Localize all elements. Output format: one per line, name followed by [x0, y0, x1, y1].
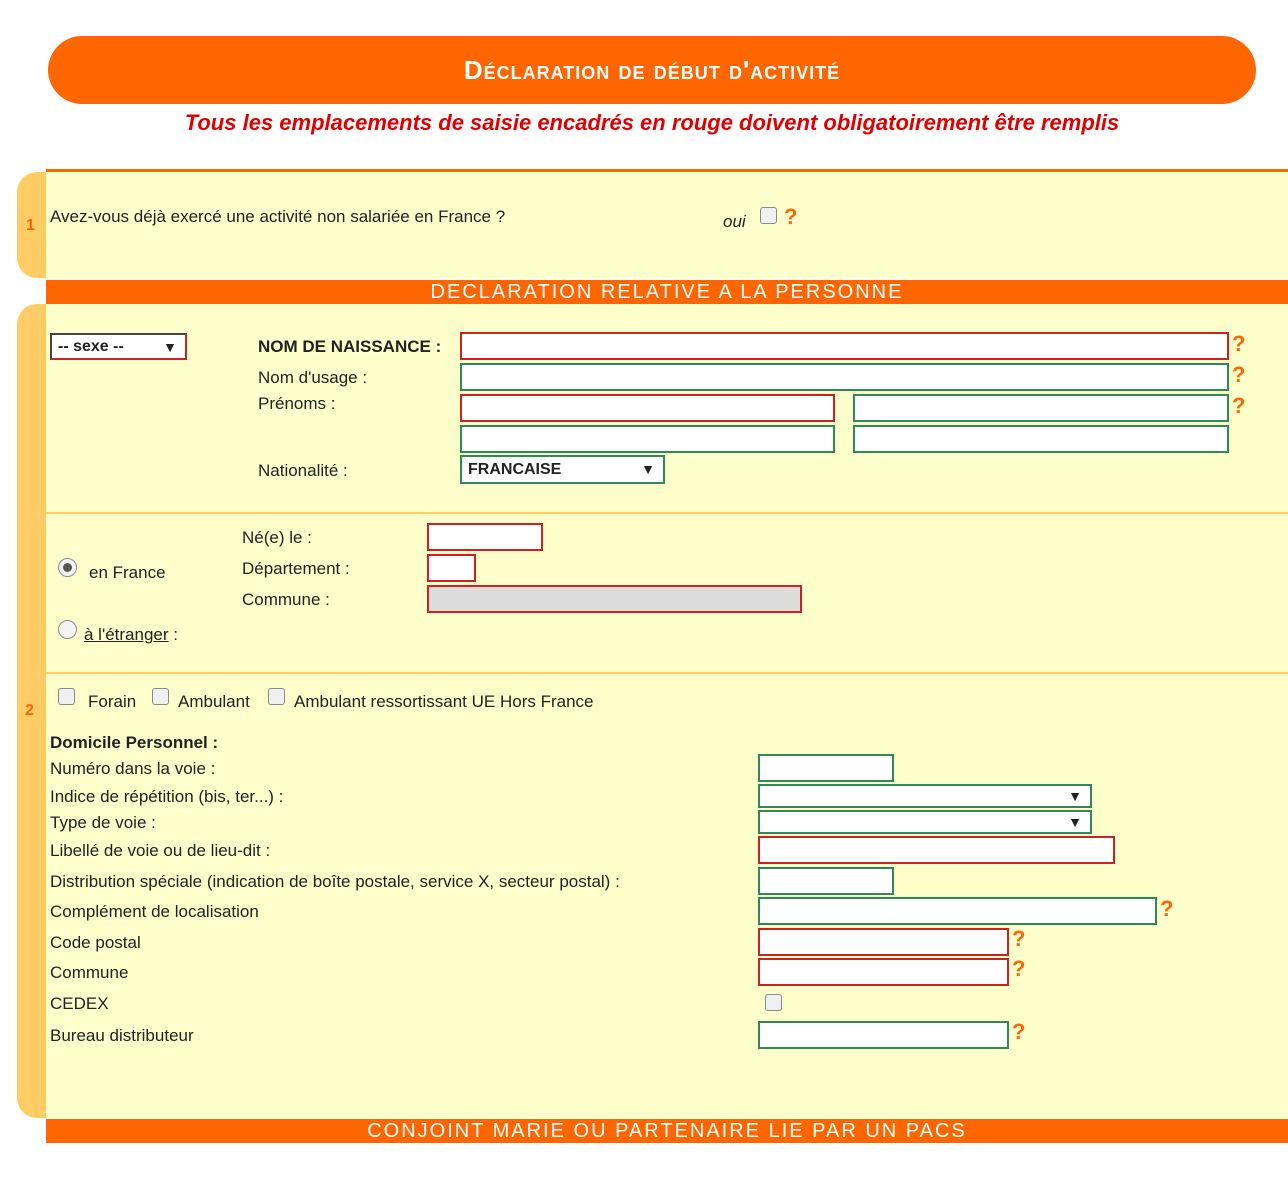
birth-divider: [46, 672, 1288, 674]
nom-usage-label: Nom d'usage :: [258, 368, 368, 387]
nom-naissance-label: NOM DE NAISSANCE :: [258, 337, 442, 356]
distribution-speciale-label: Distribution spéciale (indication de boîte postale, service X, secteur postal) :: [50, 872, 620, 891]
chevron-down-icon: ▼: [1068, 788, 1082, 804]
nationalite-select[interactable]: [460, 455, 665, 484]
type-voie-label: Type de voie :: [50, 813, 156, 832]
libelle-voie-input[interactable]: [758, 836, 1115, 864]
birth-commune-label: Commune :: [242, 590, 330, 609]
sexe-selected-value: -- sexe --: [58, 338, 124, 355]
conjoint-section-bar: CONJOINT MARIE OU PARTENAIRE LIE PAR UN PACS: [46, 1119, 1288, 1143]
personne-section-bar: DECLARATION RELATIVE A LA PERSONNE: [46, 280, 1288, 304]
code-postal-label: Code postal: [50, 933, 141, 952]
prenoms-help-icon[interactable]: ?: [1232, 393, 1246, 418]
identity-divider: [46, 512, 1288, 514]
libelle-voie-label: Libellé de voie ou de lieu-dit :: [50, 841, 271, 860]
departement-label: Département :: [242, 559, 350, 578]
code-postal-help-icon[interactable]: ?: [1012, 926, 1026, 951]
ambulant-label: Ambulant: [178, 692, 250, 711]
birth-date-input[interactable]: [427, 523, 543, 551]
section2-number: 2: [25, 702, 34, 719]
bureau-help-icon[interactable]: ?: [1012, 1019, 1026, 1044]
domicile-commune-label: Commune: [50, 963, 129, 982]
nom-usage-input[interactable]: [460, 363, 1229, 391]
chevron-down-icon: ▼: [1068, 814, 1082, 830]
nationalite-selected-value: FRANCAISE: [468, 461, 562, 478]
nationalite-label: Nationalité :: [258, 461, 348, 480]
bureau-distributeur-label: Bureau distributeur: [50, 1026, 194, 1045]
domicile-title: Domicile Personnel :: [50, 733, 219, 752]
numero-voie-label: Numéro dans la voie :: [50, 759, 216, 778]
prenom-4-input[interactable]: [853, 425, 1229, 453]
prenom-1-input[interactable]: [460, 394, 835, 422]
nom-naissance-input[interactable]: [460, 332, 1229, 360]
cedex-label: CEDEX: [50, 994, 109, 1013]
bureau-distributeur-input[interactable]: [758, 1021, 1009, 1049]
complement-localisation-label: Complément de localisation: [50, 902, 259, 921]
nom-naissance-help-icon[interactable]: ?: [1232, 331, 1246, 356]
domicile-commune-input[interactable]: [758, 958, 1009, 986]
born-in-france-radio[interactable]: [58, 558, 77, 577]
code-postal-input[interactable]: [758, 928, 1009, 956]
commune-help-icon[interactable]: ?: [1012, 956, 1026, 981]
section1-number: 1: [26, 217, 35, 234]
prior-activity-checkbox[interactable]: [760, 207, 777, 224]
section1-top-rule: [46, 169, 1288, 172]
chevron-down-icon: ▼: [641, 461, 655, 477]
sexe-select[interactable]: [50, 333, 187, 360]
born-abroad-colon: :: [168, 625, 178, 644]
nom-usage-help-icon[interactable]: ?: [1232, 362, 1246, 387]
prior-activity-question: Avez-vous déjà exercé une activité non salariée en France ?: [50, 207, 506, 226]
prenoms-label: Prénoms :: [258, 394, 336, 413]
prenom-3-input[interactable]: [460, 425, 835, 453]
birth-departement-input[interactable]: [427, 554, 476, 582]
cedex-checkbox[interactable]: [765, 994, 782, 1011]
numero-voie-input[interactable]: [758, 754, 894, 782]
ne-le-label: Né(e) le :: [242, 528, 312, 547]
forain-checkbox[interactable]: [58, 688, 75, 705]
prior-activity-help-icon[interactable]: ?: [784, 204, 798, 229]
forain-label: Forain: [88, 692, 137, 711]
born-abroad-link[interactable]: à l'étranger: [84, 625, 169, 644]
ambulant-ue-checkbox[interactable]: [268, 688, 285, 705]
type-voie-select[interactable]: [758, 810, 1092, 834]
ambulant-ue-label: Ambulant ressortissant UE Hors France: [294, 692, 594, 711]
born-abroad-radio[interactable]: [58, 620, 77, 639]
chevron-down-icon: ▼: [163, 339, 177, 355]
born-abroad-label-wrap: [84, 625, 178, 645]
page-title: Déclaration de début d'activité: [48, 36, 1256, 104]
birth-commune-input[interactable]: [427, 585, 802, 613]
required-fields-notice: Tous les emplacements de saisie encadrés en rouge doivent obligatoirement être remplis: [184, 110, 1120, 135]
indice-repetition-select[interactable]: [758, 784, 1092, 808]
born-in-france-label: en France: [89, 563, 166, 582]
oui-label: oui: [723, 212, 746, 231]
prenom-2-input[interactable]: [853, 394, 1229, 422]
complement-localisation-input[interactable]: [758, 897, 1157, 925]
ambulant-checkbox[interactable]: [152, 688, 169, 705]
distribution-speciale-input[interactable]: [758, 867, 894, 895]
indice-repetition-label: Indice de répétition (bis, ter...) :: [50, 787, 284, 806]
complement-help-icon[interactable]: ?: [1160, 896, 1174, 921]
